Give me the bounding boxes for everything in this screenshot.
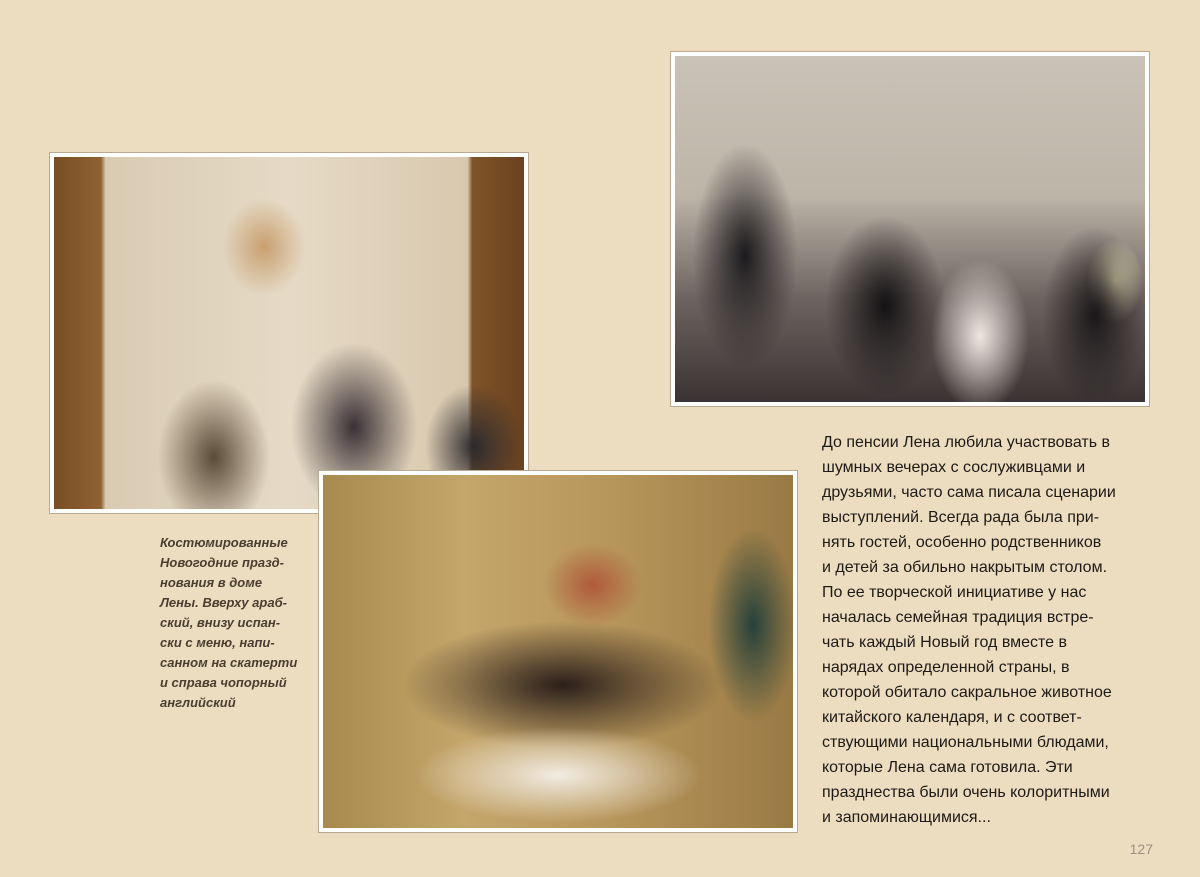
caption-line: Новогодние празд- [160,555,284,570]
body-line: выступлений. Всегда рада была при- [822,509,1100,526]
body-line: началась семейная традиция встре- [822,609,1094,626]
caption-line: Костюмированные [160,535,288,550]
body-line: которые Лена сама готовила. Эти [822,759,1073,776]
body-line: До пенсии Лена любила участвовать в [822,434,1111,451]
caption-line: ский, внизу испан- [160,615,281,630]
body-line: По ее творческой инициативе у нас [822,584,1087,601]
page-number: 127 [1129,841,1153,857]
photo-arabian-party [49,152,529,514]
body-paragraph [822,430,1162,830]
caption-line: Лены. Вверху араб- [160,595,287,610]
body-line: нарядах определенной страны, в [822,659,1070,676]
body-line: китайского календаря, и с соответ- [822,709,1082,726]
body-line: чать каждый Новый год вместе в [822,634,1068,651]
body-line: шумных вечерах с сослуживцами и [822,459,1086,476]
body-line: и запоминающимися... [822,809,991,826]
photo-english-party [670,51,1150,407]
caption-line: санном на скатерти [160,655,298,670]
caption-line: английский [160,695,236,710]
body-line: празднества были очень колоритными [822,784,1110,801]
photo-spanish-party [318,470,798,833]
body-line: которой обитало сакральное животное [822,684,1112,701]
photo-spanish-party-image [323,475,793,828]
caption-line: нования в доме [160,575,263,590]
body-line: нять гостей, особенно родственников [822,534,1102,551]
caption-line: ски с меню, напи- [160,635,275,650]
body-line: друзьями, часто сама писала сценарии [822,484,1116,501]
photo-arabian-party-image [54,157,524,509]
photo-english-party-image [675,56,1145,402]
body-line: ствующими национальными блюдами, [822,734,1109,751]
caption-line: и справа чопорный [160,675,287,690]
body-line: и детей за обильно накрытым столом. [822,559,1108,576]
photo-caption [160,533,310,713]
